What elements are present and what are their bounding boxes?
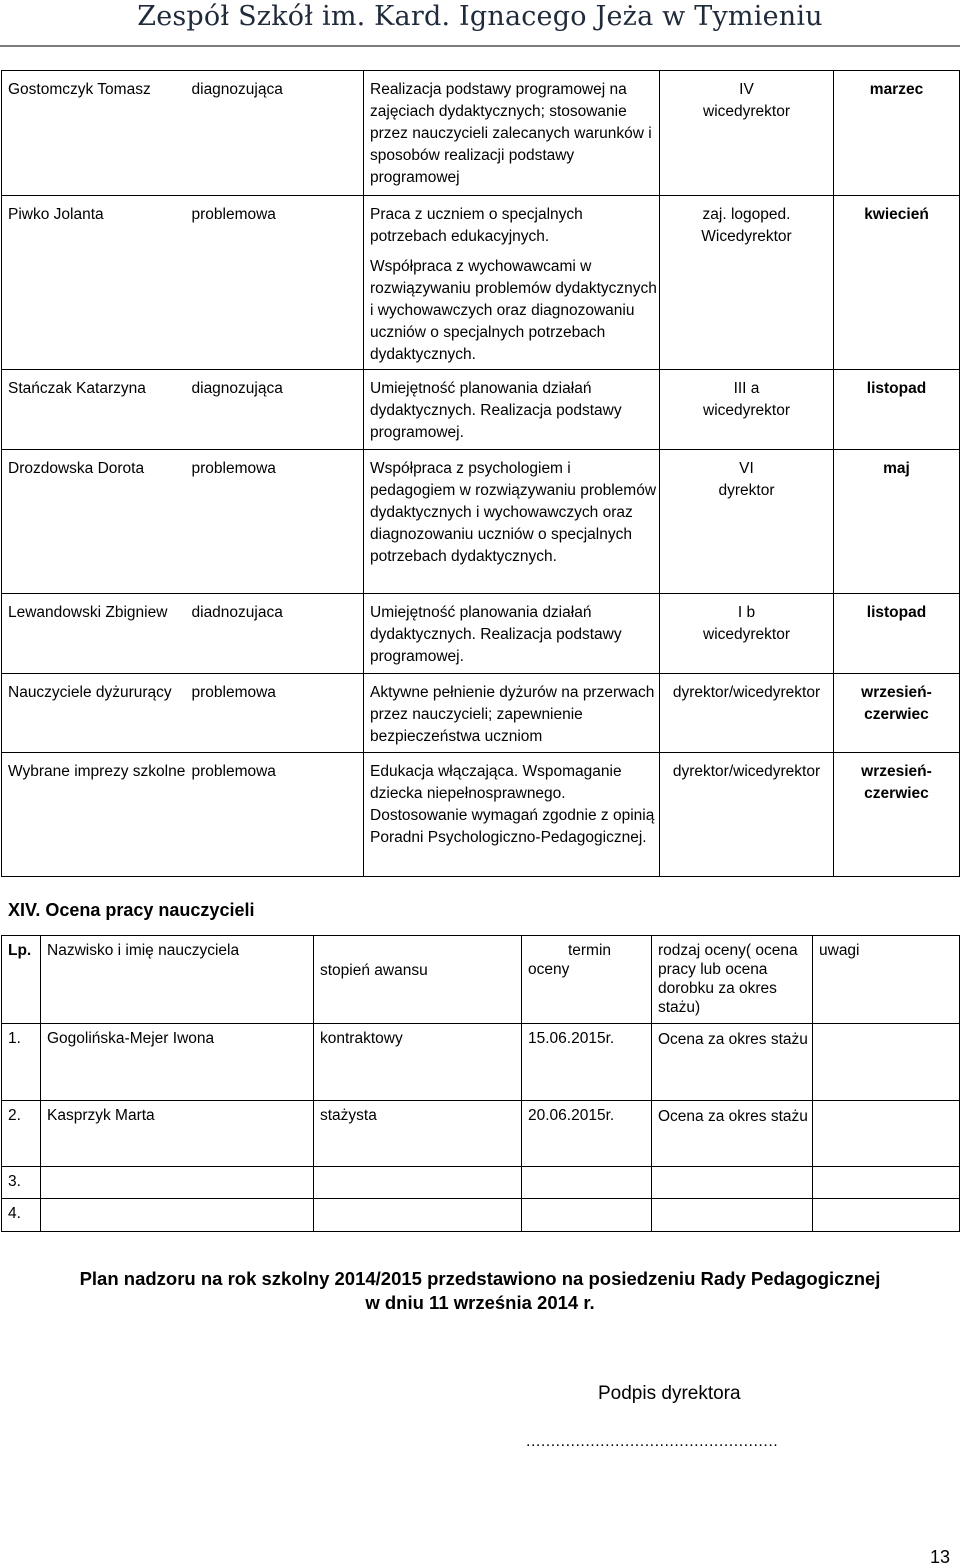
teacher-name: Stańczak Katarzyna [2, 370, 186, 450]
teacher-name: Nauczyciele dyżururący [2, 674, 186, 753]
row-rank [314, 1199, 522, 1232]
row-rank: kontraktowy [314, 1024, 522, 1101]
responsible-role: wicedyrektor [703, 402, 790, 419]
row-date [522, 1167, 652, 1199]
footer-line: w dniu 11 września 2014 r. [365, 1292, 595, 1313]
topic-text: Współpraca z psychologiem i pedagogiem w rozwiązywaniu problemów dydaktycznych i wychowawczych oraz diagnozowaniu uczniów o specjalnych potrzebach dydaktycznych. [370, 460, 657, 565]
table-row [2, 196, 960, 370]
row-lp: 2. [2, 1101, 41, 1167]
supervision-type: diagnozująca [186, 370, 364, 450]
header-teacher-name: Nazwisko i imię nauczyciela [41, 936, 314, 1024]
supervision-responsible [660, 370, 834, 450]
row-lp: 3. [2, 1167, 41, 1199]
supervision-topic [364, 196, 660, 370]
row-teacher-name [41, 1199, 314, 1232]
responsible-role: dyrektor [718, 482, 775, 499]
header-date-line2: oceny [528, 961, 570, 978]
row-kind: Ocena za okres stażu [652, 1024, 813, 1101]
section-title: XIV. Ocena pracy nauczycieli [8, 900, 255, 920]
header-divider [0, 45, 960, 47]
header-title: Zespół Szkół im. Kard. Ignacego Jeża w Tymieniu [137, 1, 823, 32]
teacher-name: Gostomczyk Tomasz [2, 71, 186, 196]
supervision-month: listopad [834, 594, 960, 674]
table-row [2, 1167, 960, 1199]
supervision-month: listopad [834, 370, 960, 450]
row-notes [813, 1101, 960, 1167]
signature-line: ................................................... [526, 1433, 779, 1450]
table-row [2, 674, 960, 753]
responsible-role: wicedyrektor [703, 103, 790, 120]
table-row [2, 1101, 960, 1167]
supervision-month: kwiecień [834, 196, 960, 370]
topic-text: Umiejętność planowania działań dydaktycznych. Realizacja podstawy programowej. [370, 380, 622, 441]
row-teacher-name: Kasprzyk Marta [41, 1101, 314, 1167]
row-rank [314, 1167, 522, 1199]
signature-label: Podpis dyrektora [598, 1383, 741, 1404]
supervision-responsible [660, 594, 834, 674]
topic-text: Praca z uczniem o specjalnych potrzebach edukacyjnych. [370, 206, 583, 245]
row-kind [652, 1199, 813, 1232]
supervision-topic [364, 370, 660, 450]
header-lp: Lp. [2, 936, 41, 1024]
supervision-month: wrzesień-czerwiec [834, 753, 960, 877]
supervision-plan-table [1, 70, 960, 877]
supervision-type: problemowa [186, 450, 364, 594]
row-date: 15.06.2015r. [522, 1024, 652, 1101]
class-label: IV [739, 81, 754, 98]
header-rank: stopień awansu [314, 936, 522, 1024]
row-teacher-name: Gogolińska-Mejer Iwona [41, 1024, 314, 1101]
teacher-name: Piwko Jolanta [2, 196, 186, 370]
row-kind [652, 1167, 813, 1199]
row-lp: 4. [2, 1199, 41, 1232]
topic-text: Współpraca z wychowawcami w rozwiązywaniu problemów dydaktycznych i wychowawczych oraz diagnozowaniu uczniów o specjalnych potrzebach dydaktycznych. [370, 258, 657, 363]
supervision-type: diagnozująca [186, 71, 364, 196]
teacher-name: Wybrane imprezy szkolne [2, 753, 186, 877]
row-notes [813, 1167, 960, 1199]
supervision-type: problemowa [186, 753, 364, 877]
topic-text: Realizacja podstawy programowej na zajęciach dydaktycznych; stosowanie przez nauczycieli zalecanych warunków i sposobów realizacji podstawy programowej [370, 81, 652, 186]
row-date: 20.06.2015r. [522, 1101, 652, 1167]
row-lp: 1. [2, 1024, 41, 1101]
supervision-topic [364, 753, 660, 877]
page-number: 13 [930, 1547, 951, 1567]
responsible-role: dyrektor/wicedyrektor [672, 763, 821, 780]
teacher-name: Drozdowska Dorota [2, 450, 186, 594]
header-kind: rodzaj oceny( ocena pracy lub ocena dorobku za okres stażu) [652, 936, 813, 1024]
table-row [2, 1024, 960, 1101]
header-date-line1: termin [567, 942, 612, 959]
class-label: I b [737, 604, 756, 621]
supervision-type: problemowa [186, 196, 364, 370]
teacher-evaluation-table [1, 935, 960, 1232]
table-row [2, 753, 960, 877]
table-header-row [2, 936, 960, 1024]
table-row [2, 370, 960, 450]
topic-text: Edukacja włączająca. Wspomaganie dziecka niepełnosprawnego. Dostosowanie wymagań zgodnie z opinią Poradni Psychologiczno-Pedagogicznej. [370, 763, 655, 846]
supervision-month: marzec [834, 71, 960, 196]
row-date [522, 1199, 652, 1232]
class-label: zaj. logoped. [702, 206, 791, 223]
supervision-responsible [660, 674, 834, 753]
supervision-responsible [660, 753, 834, 877]
supervision-topic [364, 450, 660, 594]
table-row [2, 450, 960, 594]
row-notes [813, 1199, 960, 1232]
header-date [522, 936, 652, 1024]
class-label: III a [733, 380, 760, 397]
footer-line: Plan nadzoru na rok szkolny 2014/2015 przedstawiono na posiedzeniu Rady Pedagogicznej [79, 1268, 881, 1289]
supervision-responsible [660, 71, 834, 196]
supervision-responsible [660, 196, 834, 370]
header-notes: uwagi [813, 936, 960, 1024]
row-kind: Ocena za okres stażu [652, 1101, 813, 1167]
supervision-month: maj [834, 450, 960, 594]
row-rank: stażysta [314, 1101, 522, 1167]
responsible-role: Wicedyrektor [701, 228, 792, 245]
table-row [2, 594, 960, 674]
row-teacher-name [41, 1167, 314, 1199]
topic-text: Aktywne pełnienie dyżurów na przerwach przez nauczycieli; zapewnienie bezpieczeństwa uczniom [370, 684, 655, 745]
table-row [2, 71, 960, 196]
responsible-role: wicedyrektor [703, 626, 790, 643]
supervision-topic [364, 71, 660, 196]
supervision-month: wrzesień-czerwiec [834, 674, 960, 753]
supervision-type: problemowa [186, 674, 364, 753]
topic-text: Umiejętność planowania działań dydaktycznych. Realizacja podstawy programowej. [370, 604, 622, 665]
supervision-topic [364, 594, 660, 674]
class-label: VI [739, 460, 754, 477]
supervision-topic [364, 674, 660, 753]
supervision-responsible [660, 450, 834, 594]
teacher-name: Lewandowski Zbigniew [2, 594, 186, 674]
supervision-type: diadnozujaca [186, 594, 364, 674]
row-notes [813, 1024, 960, 1101]
table-row [2, 1199, 960, 1232]
responsible-role: dyrektor/wicedyrektor [672, 684, 821, 701]
footer-statement [0, 1267, 960, 1315]
